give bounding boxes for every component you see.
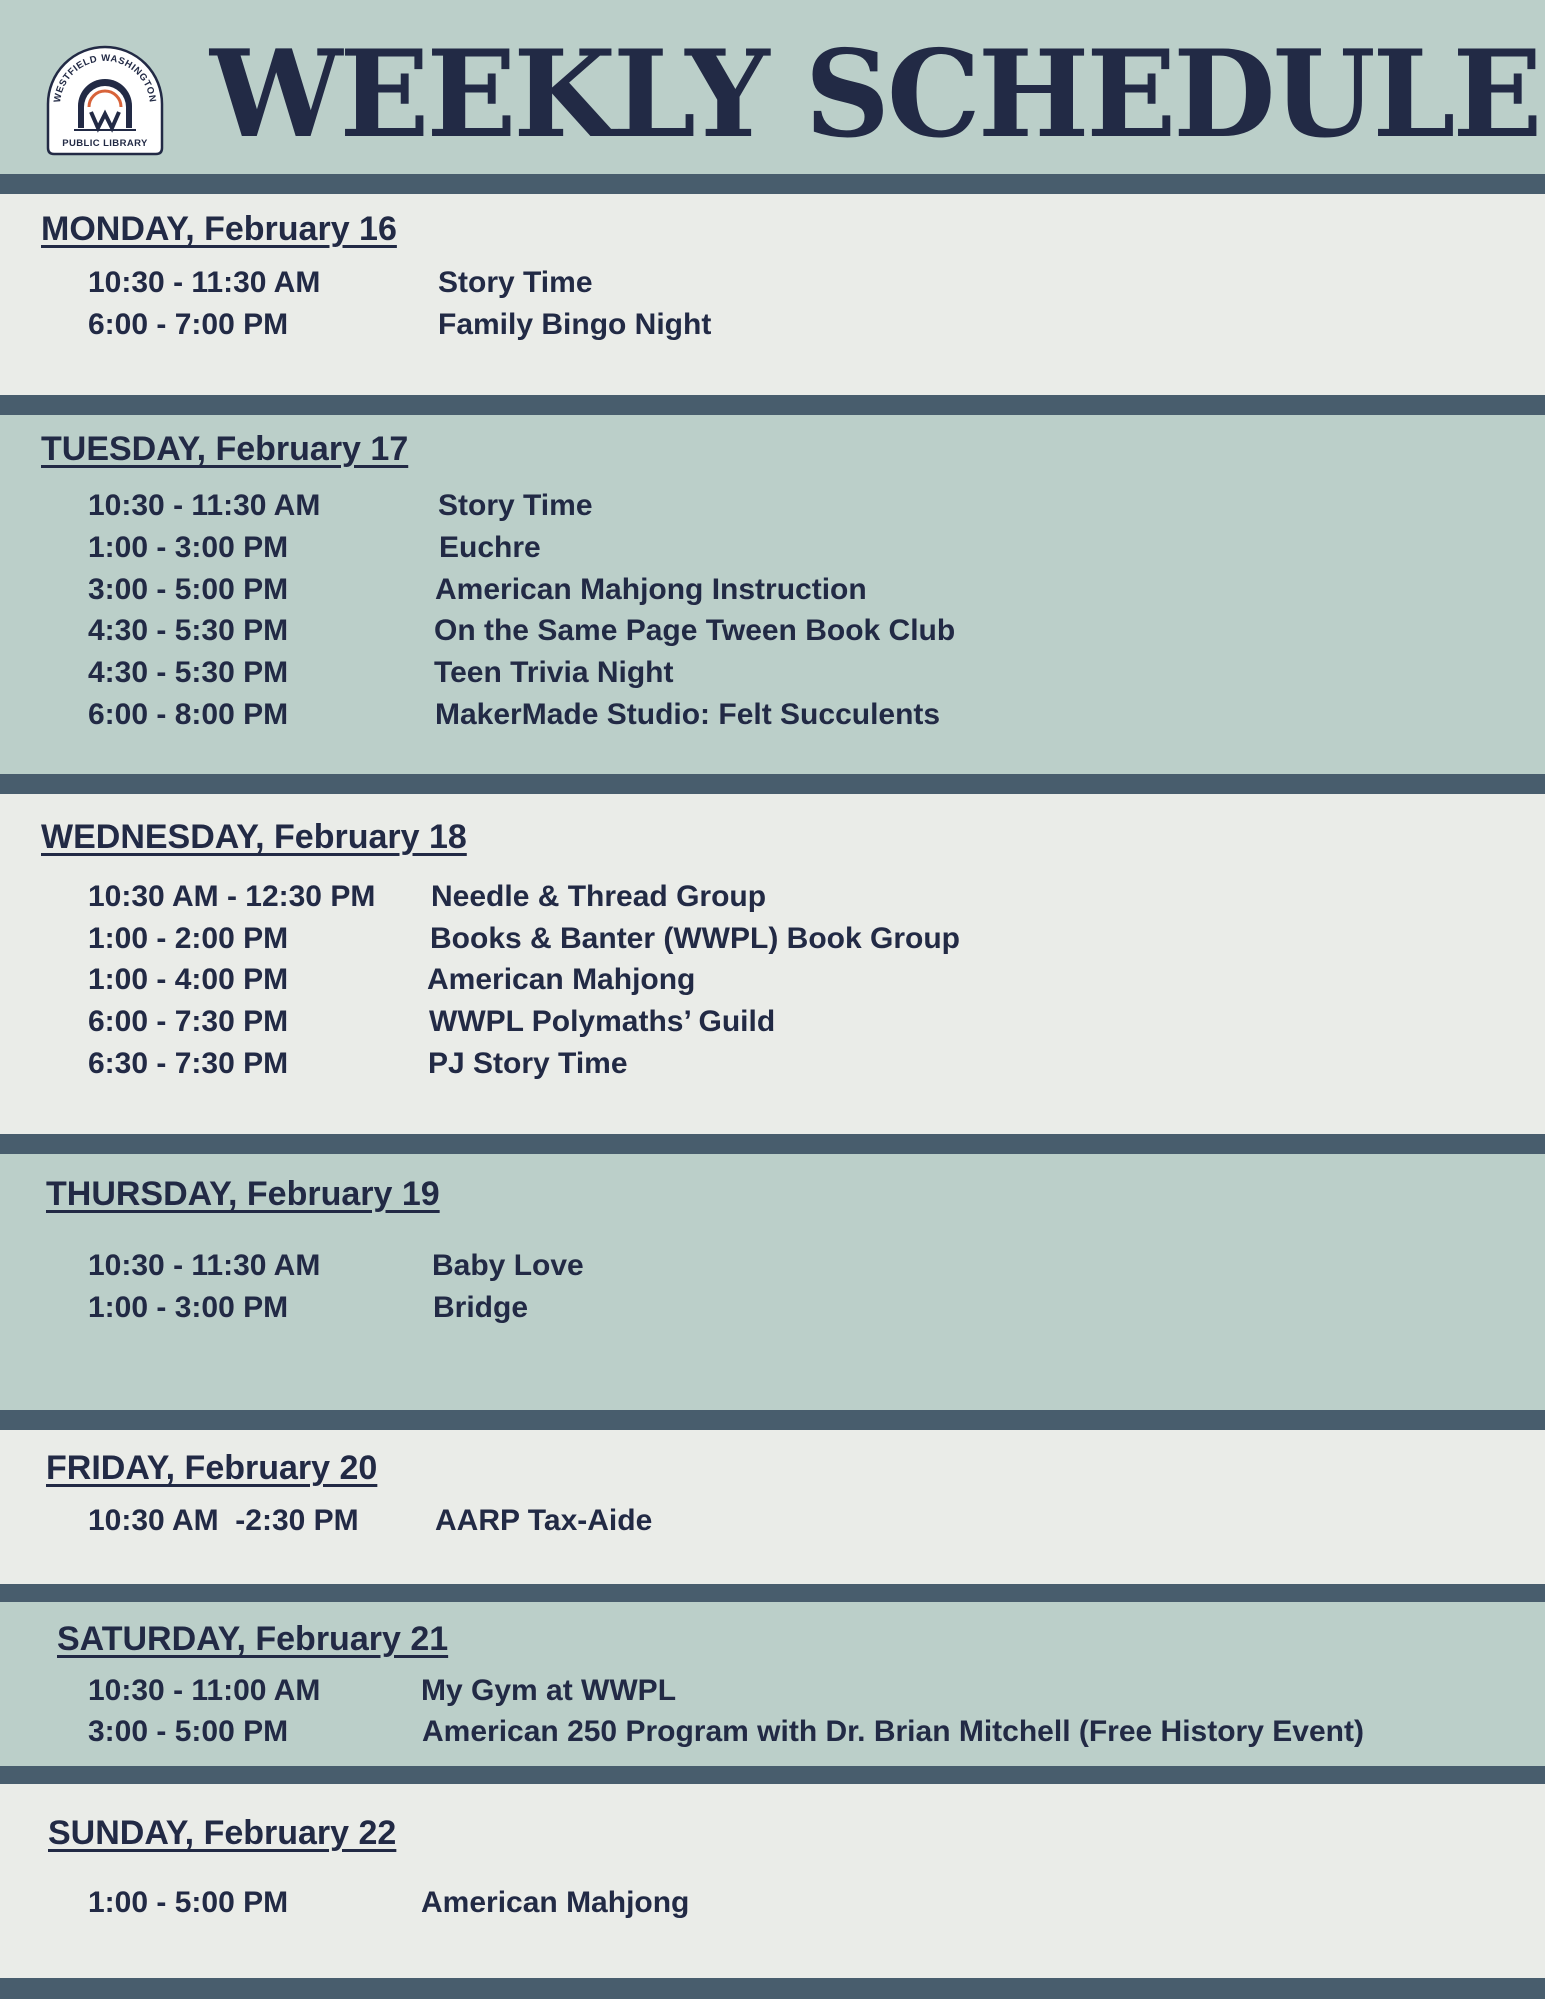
event-name: Euchre [439,531,541,564]
event-time: 1:00 - 4:00 PM [88,963,289,996]
event-row [0,489,1545,529]
logo-arc-text: WESTFIELD WASHINGTON [51,52,158,104]
event-row [0,573,1545,613]
library-logo-icon [44,44,166,156]
event-row [0,614,1545,654]
divider-bar [0,1978,1545,1999]
event-time: 4:30 - 5:30 PM [88,614,289,647]
day-heading: WEDNESDAY, February 18 [41,818,467,856]
event-time: 4:30 - 5:30 PM [88,656,289,689]
day-section-thursday [0,1154,1545,1410]
day-section-wednesday [0,794,1545,1134]
day-heading: MONDAY, February 16 [41,210,397,248]
event-row [0,963,1545,1003]
event-name: My Gym at WWPL [421,1674,677,1707]
divider-bar [0,774,1545,794]
event-time: 6:30 - 7:30 PM [88,1047,289,1080]
day-heading: TUESDAY, February 17 [41,430,409,468]
header [0,0,1545,174]
event-time: 1:00 - 5:00 PM [88,1886,289,1919]
event-row [0,922,1545,962]
event-row [0,308,1545,348]
event-name: Needle & Thread Group [431,880,767,913]
event-name: MakerMade Studio: Felt Succulents [435,698,941,731]
day-section-monday [0,194,1545,395]
event-name: Books & Banter (WWPL) Book Group [430,922,960,955]
day-section-sunday [0,1784,1545,1978]
event-name: American 250 Program with Dr. Brian Mitchell (Free History Event) [422,1715,1364,1748]
event-row [0,1005,1545,1045]
event-name: American Mahjong [421,1886,690,1919]
event-time: 10:30 - 11:30 AM [88,266,321,299]
event-name: WWPL Polymaths’ Guild [429,1005,776,1038]
event-name: American Mahjong [427,963,696,996]
event-time: 1:00 - 3:00 PM [88,531,289,564]
event-time: 6:00 - 7:30 PM [88,1005,289,1038]
event-name: American Mahjong Instruction [435,573,867,606]
event-row [0,656,1545,696]
event-row [0,1886,1545,1926]
event-time: 1:00 - 2:00 PM [88,922,289,955]
day-heading: THURSDAY, February 19 [46,1175,440,1213]
event-name: Story Time [438,266,593,299]
event-name: Bridge [433,1291,529,1324]
event-time: 1:00 - 3:00 PM [88,1291,289,1324]
event-time: 10:30 - 11:00 AM [88,1674,321,1707]
divider-bar [0,1766,1545,1784]
divider-bar [0,1410,1545,1430]
event-row [0,266,1545,306]
event-name: On the Same Page Tween Book Club [434,614,956,647]
day-section-tuesday [0,415,1545,774]
event-time: 10:30 AM -2:30 PM [88,1504,359,1537]
event-row [0,531,1545,571]
page-title: WEEKLY SCHEDULE [210,22,1540,165]
event-name: PJ Story Time [428,1047,628,1080]
event-row [0,880,1545,920]
event-name: AARP Tax-Aide [435,1504,653,1537]
event-row [0,1504,1545,1544]
event-name: Family Bingo Night [438,308,712,341]
event-name: Baby Love [432,1249,584,1282]
day-heading: FRIDAY, February 20 [46,1449,378,1487]
event-time: 10:30 - 11:30 AM [88,1249,321,1282]
event-time: 6:00 - 8:00 PM [88,698,289,731]
day-section-saturday [0,1602,1545,1766]
event-row [0,1047,1545,1087]
event-row [0,1715,1545,1755]
library-logo [44,44,166,156]
event-time: 10:30 - 11:30 AM [88,489,321,522]
event-row [0,698,1545,738]
event-time: 3:00 - 5:00 PM [88,1715,289,1748]
event-time: 6:00 - 7:00 PM [88,308,289,341]
event-name: Teen Trivia Night [434,656,674,689]
divider-bar [0,395,1545,415]
event-row [0,1249,1545,1289]
event-time: 3:00 - 5:00 PM [88,573,289,606]
divider-bar [0,1134,1545,1154]
day-heading: SUNDAY, February 22 [48,1814,397,1852]
event-row [0,1291,1545,1331]
logo-bottom-text: PUBLIC LIBRARY [62,138,148,149]
day-heading: SATURDAY, February 21 [57,1620,449,1658]
event-time: 10:30 AM - 12:30 PM [88,880,376,913]
divider-bar [0,174,1545,194]
day-section-friday [0,1430,1545,1584]
event-row [0,1674,1545,1714]
event-name: Story Time [438,489,593,522]
divider-bar [0,1584,1545,1604]
